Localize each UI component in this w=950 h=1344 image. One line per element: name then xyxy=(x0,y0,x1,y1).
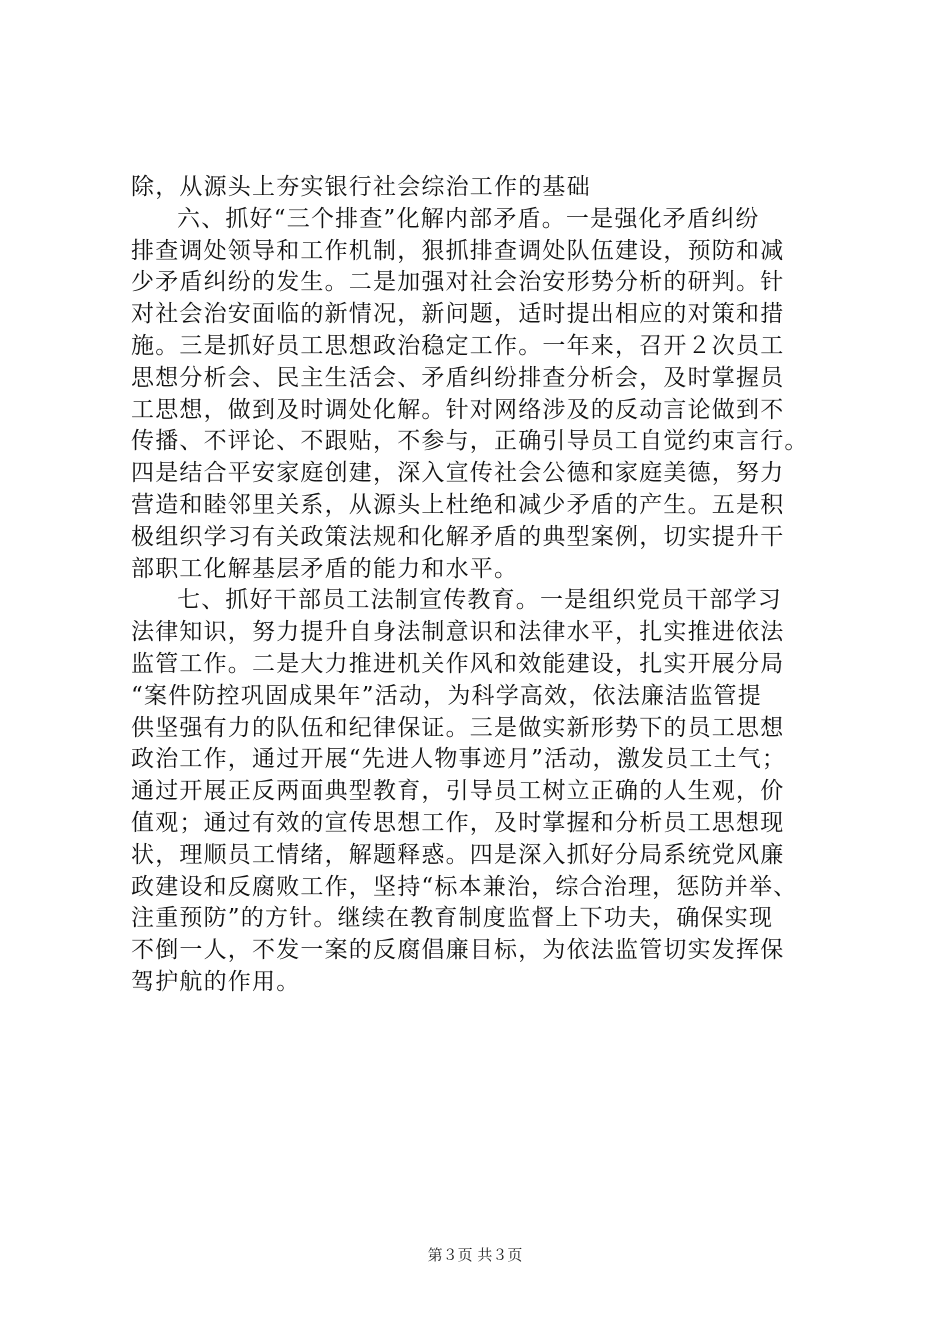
text-line: 营造和睦邻里关系，从源头上杜绝和减少矛盾的产生。五是积 xyxy=(131,491,785,518)
text-line: 监管工作。二是大力推进机关作风和效能建设，扎实开展分局 xyxy=(131,650,785,677)
text-line: 思想分析会、民主生活会、矛盾纠纷排查分析会，及时掌握员 xyxy=(131,364,785,391)
text-line: 极组织学习有关政策法规和化解矛盾的典型案例，切实提升干 xyxy=(131,523,785,550)
text-line: 驾护航的作用。 xyxy=(131,968,301,995)
text-line: 四是结合平安家庭创建，深入宣传社会公德和家庭美德，努力 xyxy=(131,460,785,487)
text-line: 值观；通过有效的宣传思想工作，及时掌握和分析员工思想现 xyxy=(131,809,785,836)
text-line: 政建设和反腐败工作，坚持“标本兼治，综合治理，惩防并举、 xyxy=(131,873,798,900)
text-line: 通过开展正反两面典型教育，引导员工树立正确的人生观，价 xyxy=(131,778,785,805)
text-line: 不倒一人，不发一案的反腐倡廉目标，为依法监管切实发挥保 xyxy=(131,937,785,964)
document-body xyxy=(131,172,831,999)
text-line: 排查调处领导和工作机制，狠抓排查调处队伍建设，预防和减 xyxy=(131,237,785,264)
text-line: 少矛盾纠纷的发生。二是加强对社会治安形势分析的研判。针 xyxy=(131,269,785,296)
text-line: “案件防控巩固成果年”活动，为科学高效，依法廉洁监管提 xyxy=(131,682,762,709)
section-seven-heading-line: 七、抓好干部员工法制宣传教育。一是组织党员干部学习 xyxy=(177,587,782,614)
text-line: 法律知识，努力提升自身法制意识和法律水平，扎实推进依法 xyxy=(131,619,785,646)
text-line: 施。三是抓好员工思想政治稳定工作。一年来，召开２次员工 xyxy=(131,332,785,359)
text-line: 传播、不评论、不跟贴，不参与，正确引导员工自觉约束言行。 xyxy=(131,428,809,455)
text-line: 除，从源头上夯实银行社会综治工作的基础 xyxy=(131,174,591,200)
text-line: 部职工化解基层矛盾的能力和水平。 xyxy=(131,555,519,582)
section-six-heading-line: 六、抓好“三个排查”化解内部矛盾。一是强化矛盾纠纷 xyxy=(177,205,760,232)
text-line: 对社会治安面临的新情况，新问题，适时提出相应的对策和措 xyxy=(131,301,785,328)
text-line: 状，理顺员工情绪，解题释惑。四是深入抓好分局系统党风廉 xyxy=(131,841,785,868)
page-number-footer: 第３页 共３页 xyxy=(427,1246,523,1264)
text-line: 注重预防”的方针。继续在教育制度监督上下功夫，确保实现 xyxy=(131,905,774,932)
text-line: 供坚强有力的队伍和纪律保证。三是做实新形势下的员工思想 xyxy=(131,714,785,741)
text-line: 政治工作，通过开展“先进人物事迹月”活动，激发员工土气； xyxy=(131,746,787,773)
text-line: 工思想，做到及时调处化解。针对网络涉及的反动言论做到不 xyxy=(131,396,785,423)
